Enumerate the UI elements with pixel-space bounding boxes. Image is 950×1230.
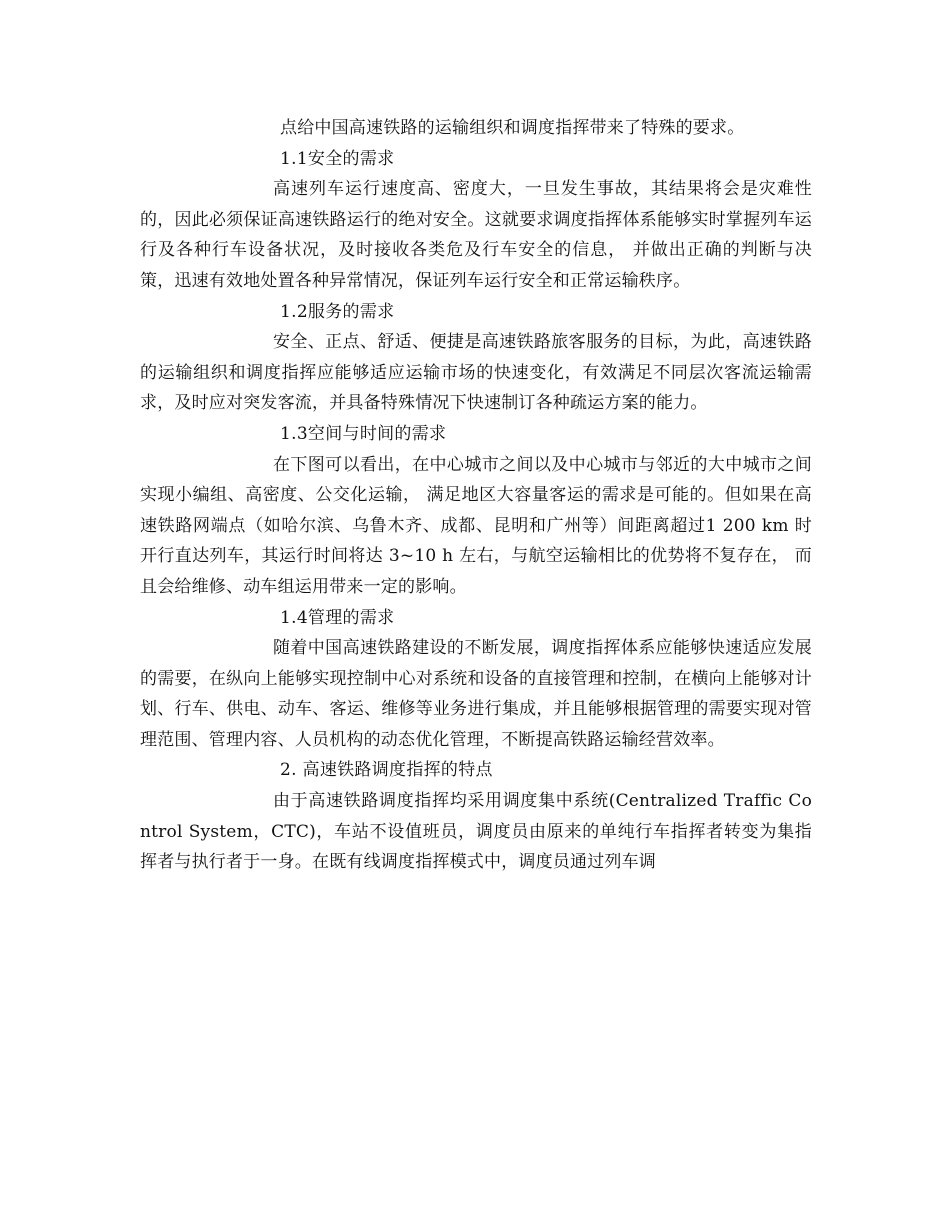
paragraph-characteristics: 由于高速铁路调度指挥均采用调度集中系统(Centralized Traffic Control System，CTC)，车站不设值班员，调度员由原来的单纯行车指挥者转变为集指挥者与执行者于一身。在既有线调度指挥模式中，调度员通过列车调 [140, 791, 812, 873]
paragraph-continuation: 点给中国高速铁路的运输组织和调度指挥带来了特殊的要求。 [280, 118, 745, 138]
section-heading-1-1: 1.1安全的需求 [280, 148, 395, 169]
section-heading-1-2: 1.2服务的需求 [280, 301, 395, 322]
section-heading-1-3: 1.3空间与时间的需求 [280, 423, 447, 444]
paragraph-service: 安全、正点、舒适、便捷是高速铁路旅客服务的目标，为此，高速铁路的运输组织和调度指挥应能够适应运输市场的快速变化，有效满足不同层次客流运输需求，及时应对突发客流，并具备特殊情况下快速制订各种疏运方案的能力。 [140, 332, 812, 414]
paragraph-space-time: 在下图可以看出，在中心城市之间以及中心城市与邻近的大中城市之间实现小编组、高密度、公交化运输， 满足地区大容量客运的需求是可能的。但如果在高速铁路网端点（如哈尔滨、乌鲁木齐、成都、昆明和广州等）间距离超过1 200 km 时开行直达列车，其运行时间将达 3~10 h 左右，与航空运输相比的优势将不复存在， 而且会给维修、动车组运用带来一定的影响。 [140, 454, 812, 597]
paragraph-safety: 高速列车运行速度高、密度大，一旦发生事故，其结果将会是灾难性的，因此必须保证高速铁路运行的绝对安全。这就要求调度指挥体系能够实时掌握列车运行及各种行车设备状况，及时接收各类危及行车安全的信息， 并做出正确的判断与决策，迅速有效地处置各种异常情况，保证列车运行安全和正常运输秩序。 [140, 179, 812, 291]
section-heading-1-4: 1.4管理的需求 [280, 607, 395, 628]
paragraph-management: 随着中国高速铁路建设的不断发展，调度指挥体系应能够快速适应发展的需要，在纵向上能够实现控制中心对系统和设备的直接管理和控制，在横向上能够对计划、行车、供电、动车、客运、维修等业务进行集成，并且能够根据管理的需要实现对管理范围、管理内容、人员机构的动态优化管理，不断提高铁路运输经营效率。 [140, 638, 812, 750]
document-body [140, 113, 812, 878]
section-heading-2: 2. 高速铁路调度指挥的特点 [280, 760, 493, 781]
